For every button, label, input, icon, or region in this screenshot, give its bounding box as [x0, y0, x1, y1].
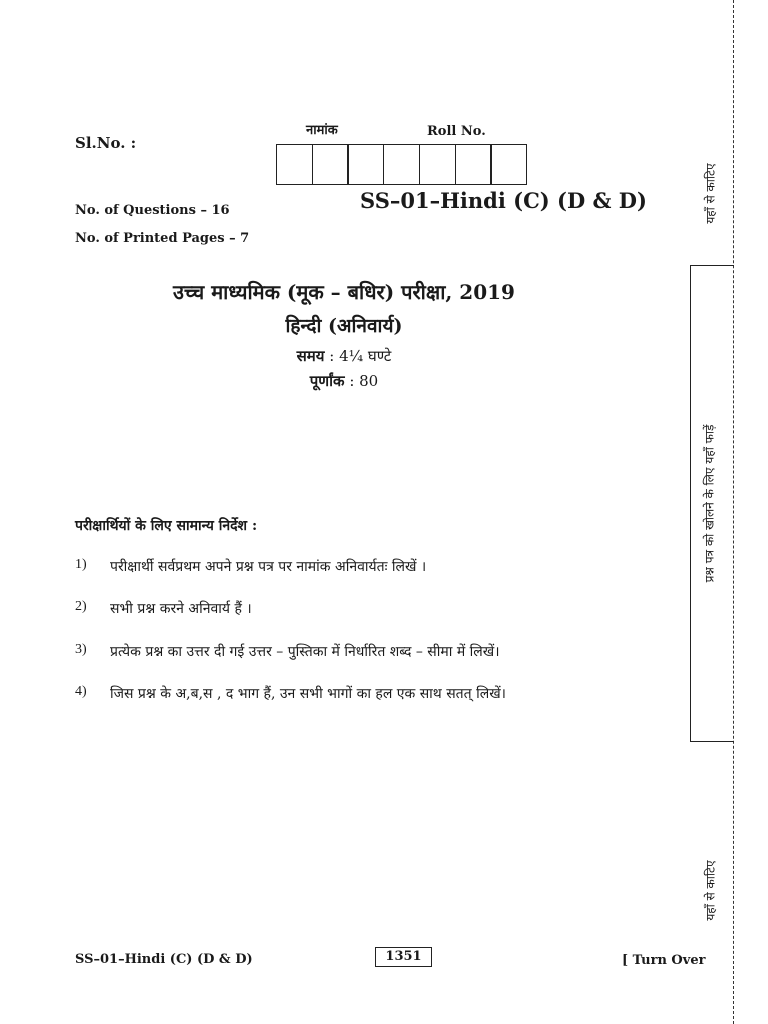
marks-value: : 80	[344, 372, 379, 390]
roll-number-label: Roll No.	[427, 124, 486, 139]
number-of-printed-pages: No. of Printed Pages – 7	[75, 231, 250, 246]
instruction-item	[75, 557, 426, 576]
instruction-number: 4)	[75, 684, 87, 699]
instruction-text: प्रत्येक प्रश्न का उत्तर दी गई उत्तर – पुस्तिका में निर्धारित शब्द – सीमा में लिखें।	[110, 644, 500, 660]
maximum-marks	[0, 371, 688, 391]
instruction-number: 2)	[75, 599, 87, 614]
instruction-text: जिस प्रश्न के अ,ब,स , द भाग हैं, उन सभी भागों का हल एक साथ सतत् लिखें।	[110, 686, 506, 702]
roll-number-box[interactable]	[312, 144, 349, 185]
instruction-number: 1)	[75, 557, 87, 572]
tear-here-text: प्रश्न पत्र को खोलने के लिए यहाँ फाड़ें	[702, 424, 717, 583]
instruction-number: 3)	[75, 642, 87, 657]
turn-over-text: [ Turn Over	[622, 953, 706, 968]
page-number-box: 1351	[375, 947, 432, 967]
roll-number-box[interactable]	[347, 144, 384, 185]
time-label: समय	[296, 347, 325, 365]
instructions-heading: परीक्षार्थियों के लिए सामान्य निर्देश :	[75, 518, 258, 534]
marks-label: पूर्णांक	[309, 372, 345, 390]
instruction-item	[75, 642, 500, 661]
namank-label: नामांक	[306, 123, 338, 138]
instruction-item	[75, 684, 506, 703]
footer-paper-code: SS–01–Hindi (C) (D & D)	[75, 952, 253, 967]
subject-title: हिन्दी (अनिवार्य)	[285, 315, 403, 337]
roll-number-box[interactable]	[490, 144, 527, 185]
roll-number-box[interactable]	[276, 144, 313, 185]
cut-here-top-text: यहाँ से काटिए	[703, 163, 718, 224]
exam-title: उच्च माध्यमिक (मूक – बधिर) परीक्षा, 2019	[173, 280, 515, 304]
instruction-item	[75, 599, 252, 618]
number-of-questions: No. of Questions – 16	[75, 203, 230, 218]
roll-number-box[interactable]	[455, 144, 492, 185]
time-allowed	[0, 346, 688, 366]
instruction-text: सभी प्रश्न करने अनिवार्य हैं ।	[110, 601, 252, 617]
paper-code: SS–01–Hindi (C) (D & D)	[360, 188, 647, 213]
roll-number-box[interactable]	[419, 144, 456, 185]
roll-number-boxes	[276, 144, 526, 185]
instruction-text: परीक्षार्थी सर्वप्रथम अपने प्रश्न पत्र पर नामांक अनिवार्यतः लिखें ।	[110, 559, 427, 575]
serial-number-label: Sl.No. :	[75, 134, 137, 152]
cut-here-bottom-text: यहाँ से काटिए	[703, 860, 718, 921]
roll-number-box[interactable]	[383, 144, 420, 185]
time-value: : 4¼ घण्टे	[324, 347, 392, 365]
